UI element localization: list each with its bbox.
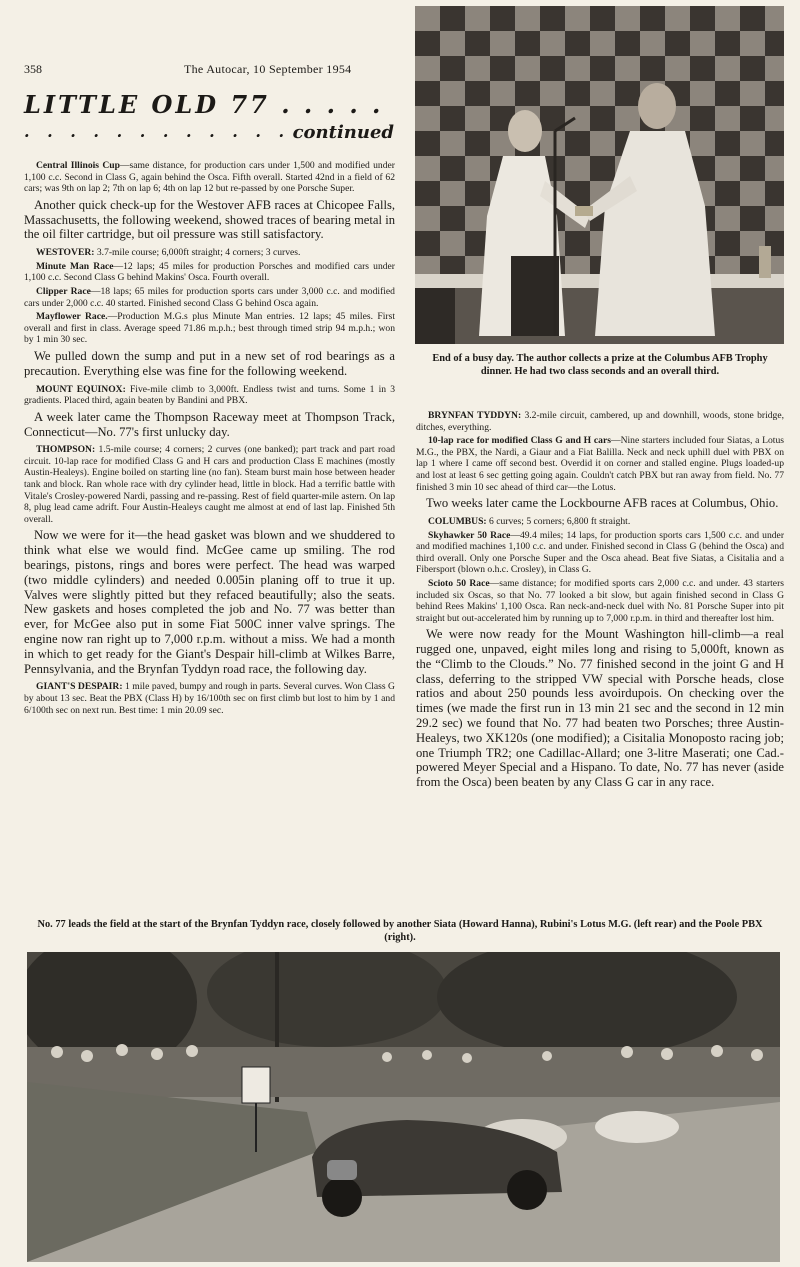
body-paragraph-sump: We pulled down the sump and put in a new set of rod bearings as a precaution. Everything else was fine for the following weekend. <box>24 348 395 378</box>
body-paragraph-gasket: Now we were for it—the head gasket was blown and we shuddered to think what else we would find. McGee came up smiling. The rod bearings, pistons, rings and bores were perfect. The head was warped (two middle cylinders) and needed 0.005in planing off to true it up. Valves were slightly pitted but they refaced beautifully; also the seats. New gaskets and hoses completed the job and No. 77 was better than ever, for McGee also put in some Fiat 500C inner valve springs. The engine now ran right up to 7,000 r.p.m. without a miss. We had a month in which to get ready for the Giant's Despair hill-climb at Wilkes Barre, Pennsylvania, and the Brynfan Tyddyn road race, the following day. <box>24 528 395 676</box>
page-header <box>24 62 394 78</box>
article-headline: LITTLE OLD 77 . . . . . <box>24 90 384 119</box>
page-number: 358 <box>24 62 42 76</box>
right-column <box>416 410 784 795</box>
race-entry-mayflower: Mayflower Race.—Production M.G.s plus Minute Man entries. 12 laps; 45 miles. First overall and first in class. Average speed 71.86 m.p.h.; best through timed strip 94 m.p.h.; won by 1 min 30 sec. <box>24 311 395 346</box>
race-entry-minute-man: Minute Man Race—12 laps; 45 miles for production Porsches and modified cars under 1,100 c.c. Second Class G behind Makins' Osca. Fourth overall. <box>24 260 395 284</box>
body-paragraph-lockbourne: Two weeks later came the Lockbourne AFB races at Columbus, Ohio. <box>426 496 779 511</box>
venue-brynfan-tyddyn: BRYNFAN TYDDYN: 3.2-mile circuit, cambered, up and downhill, woods, stone bridge, ditches, everything. <box>416 410 784 433</box>
venue-thompson: THOMPSON: 1.5-mile course; 4 corners; 2 curves (one banked); part track and part road circuit. 10-lap race for modified Class G and H cars and production Class E machines (mostly Austin-Healeys). Engine boiled on starting line (no fan). Steam burst main hose between header tank and block. Ran whole race with dry cylinder head, little in block. Had a terrific battle with Vitale's Crosley-powered Nardi, passing and re-passing. Rest of field quarter-mile astern. On lap 8, plug lead came adrift. Four Austin-Healeys caught me almost at end of last lap. Finished 5th overall. <box>24 444 395 525</box>
race-start-photo <box>27 952 780 1262</box>
race-entry-scioto: Scioto 50 Race—same distance; for modified sports cars 2,000 c.c. and under. 43 starters included six Oscas, so that No. 77 looked a bit slow, but again finished second in Class G behind Rees Makins' 1,100 Osca. Ran neck-and-neck duel with No. 81 Porsche Super into pit straight but out-accelerated him by running up to 7,000 r.p.m. in third and thereafter lost him. <box>416 577 784 624</box>
left-column <box>24 160 395 718</box>
prize-photo-caption: End of a busy day. The author collects a prize at the Columbus AFB Trophy dinner. He had two class seconds and an overall third. <box>432 353 768 377</box>
venue-mount-equinox: MOUNT EQUINOX: Five-mile climb to 3,000ft. Endless twist and turns. Some 1 in 3 gradients. Placed third, again beaten by Bandini and PBX. <box>24 383 395 407</box>
body-paragraph-thompson: A week later came the Thompson Raceway meet at Thompson Track, Connecticut—No. 77's first unlucky day. <box>24 409 395 439</box>
running-title: The Autocar, 10 September 1954 <box>184 62 352 76</box>
prize-dinner-photo <box>415 6 784 344</box>
race-entry-skyhawker: Skyhawker 50 Race—49.4 miles; 14 laps, for production sports cars 1,500 c.c. and under and modified machines 1,100 c.c. and under. Finished second in Class G (behind the Osca) and third overall. Only one Porsche Super and the Osca ahead. Beat five Siatas, a Cisitalia and a Fibersport (blown o.h.c. Crosley), in Class G. <box>416 529 785 576</box>
venue-giants-despair: GIANT'S DESPAIR: 1 mile paved, bumpy and rough in parts. Several curves. Won Class G by about 13 sec. Beat the PBX (Class H) by 16/100th sec on first climb but lost to him by 1 and 6/100th sec on next run. Best time: 1 min 20.09 sec. <box>24 681 395 716</box>
race-photo-caption: No. 77 leads the field at the start of the Brynfan Tyddyn race, closely followed by another Siata (Howard Hanna), Rubini's Lotus M.G. (left rear) and the Poole PBX (right). <box>37 919 763 943</box>
body-paragraph-westover: Another quick check-up for the Westover AFB races at Chicopee Falls, Massachusetts, the following weekend, showed traces of bearing metal in the oil filter cartridge, but oil pressure was still satisfactory. <box>24 197 395 242</box>
race-entry-clipper: Clipper Race—18 laps; 65 miles for production sports cars under 3,000 c.c. and modified cars under 2,000 c.c. 40 started. Finished second Class G behind Osca again. <box>24 285 395 309</box>
headline-continued <box>24 122 394 144</box>
body-paragraph-mount-washington: We were now ready for the Mount Washington hill-climb—a real rugged one, unpaved, eight miles long and rising to 5,000ft, known as the “Climb to the Clouds.” No. 77 finished second in the joint G and H class, deferring to the stripped VW special with Porsche heads, close ratios and about 250 pounds less avoirdupois. On checking over the times (we made the first run in 13 min 21 sec and the second in 12 min 29.2 sec) we found that No. 77 had beaten two Porsches; three Austin-Healeys, two XK120s (one modified); a Cisitalia Monoposto racing job; one Triumph TR2; one Cadillac-Allard; one 3-litre Maserati; one Cad.-powered Meyer Special and a Hispano. To date, No. 77 has never (aside from the Osca) been beaten by any Class G car in any race. <box>416 627 784 790</box>
venue-westover: WESTOVER: 3.7-mile course; 6,000ft straight; 4 corners; 3 curves. <box>36 247 301 259</box>
headline-dots: . . . . . . . . . . . . <box>24 122 291 141</box>
continued-label: continued <box>292 122 394 143</box>
venue-columbus: COLUMBUS: 6 curves; 5 corners; 6,800 ft straight. <box>428 515 631 527</box>
race-entry-10-lap: 10-lap race for modified Class G and H cars—Nine starters included four Siatas, a Lotus M.G., the PBX, the Nardi, a Giaur and a Fiat Balilla. Neck and neck uphill duel with PBX on lap 1 where I came off second best. Overdid it on corner and stalled engine. Plugs loaded-up and lost at least 6 sec getting going again. Couldn't catch PBX but ran away from field. No. 77 finished 3 min 10 sec ahead of third car—the Lotus. <box>416 435 784 493</box>
race-entry-central-illinois: Central Illinois Cup—same distance, for production cars under 1,500 and modified under 1,100 c.c. Second in Class G, again behind the Osca. Fifth overall. Started 42nd in a field of 62 cars; was 9th on lap 2; 7th on lap 6; 4th on lap 12 but re-passed by one Porsche Super. <box>24 160 395 195</box>
